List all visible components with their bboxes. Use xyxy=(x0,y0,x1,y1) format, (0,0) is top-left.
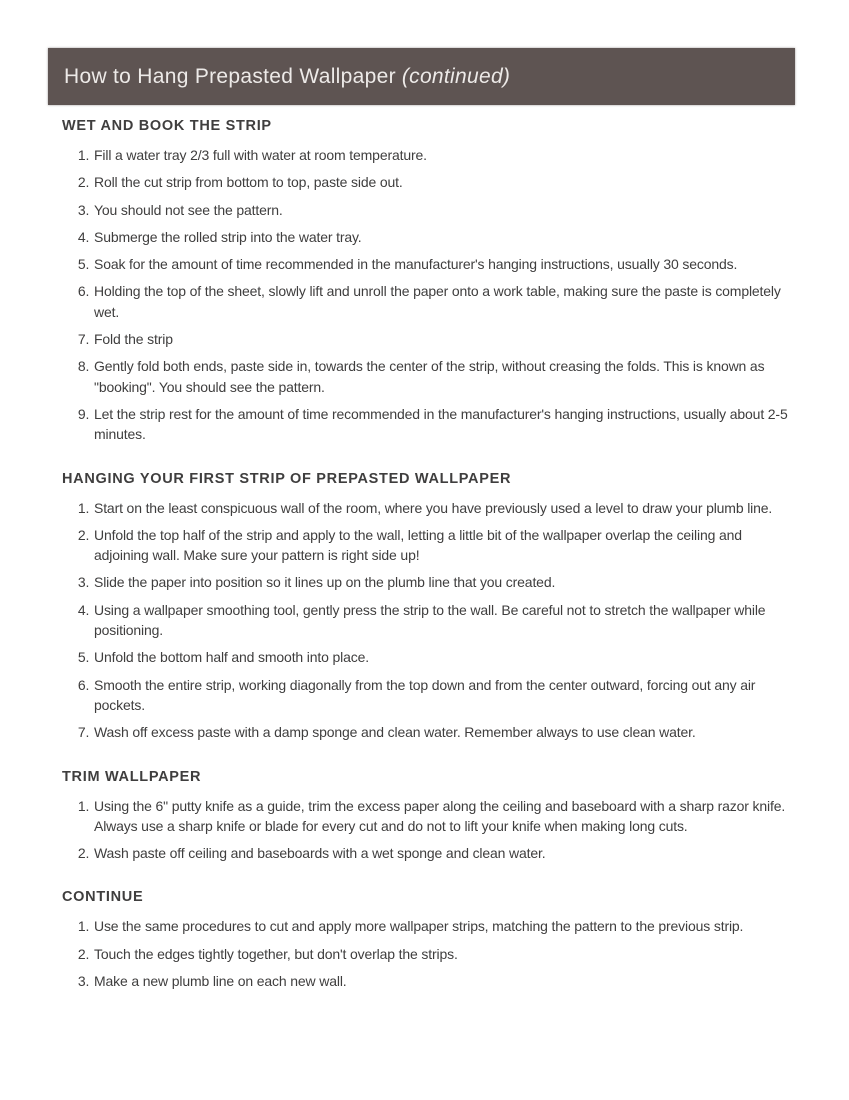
list-item: 1. Start on the least conspicuous wall of the room, where you have previously used a level to draw your plumb line. xyxy=(93,498,794,518)
section-hanging-first-strip xyxy=(62,471,794,743)
list-item: 1. Fill a water tray 2/3 full with water at room temperature. xyxy=(93,145,794,165)
instruction-list xyxy=(62,916,794,991)
page-content xyxy=(62,118,794,998)
section-heading: CONTINUE xyxy=(62,889,144,906)
page-header-bar xyxy=(48,48,795,105)
list-item: 5. Unfold the bottom half and smooth into place. xyxy=(93,647,794,667)
section-trim-wallpaper xyxy=(62,769,794,864)
section-heading: WET AND BOOK THE STRIP xyxy=(62,118,272,134)
list-item: 6. Smooth the entire strip, working diagonally from the top down and from the center outward, forcing out any air pockets. xyxy=(93,675,794,716)
section-heading: TRIM WALLPAPER xyxy=(62,768,202,785)
list-item: 3. Slide the paper into position so it lines up on the plumb line that you created. xyxy=(93,572,794,592)
list-item: 6. Holding the top of the sheet, slowly lift and unroll the paper onto a work table, making sure the paste is completely wet. xyxy=(93,281,794,322)
section-wet-and-book-the-strip xyxy=(62,118,794,445)
page-title-text: How to Hang Prepasted Wallpaper xyxy=(64,64,396,88)
instruction-list xyxy=(62,498,794,743)
list-item: 2. Wash paste off ceiling and baseboards with a wet sponge and clean water. xyxy=(93,843,794,863)
list-item: 1. Using the 6" putty knife as a guide, trim the excess paper along the ceiling and baseboard with a sharp razor knife. Always use a sharp knife or blade for every cut and do not to lift your knife when making long cuts. xyxy=(93,796,794,837)
instruction-list xyxy=(62,796,794,864)
list-item: 4. Submerge the rolled strip into the water tray. xyxy=(93,227,794,247)
section-heading: HANGING YOUR FIRST STRIP OF PREPASTED WALLPAPER xyxy=(62,470,512,487)
page-title xyxy=(64,65,510,89)
list-item: 1. Use the same procedures to cut and apply more wallpaper strips, matching the pattern to the previous strip. xyxy=(93,916,794,936)
list-item: 3. Make a new plumb line on each new wall. xyxy=(93,971,794,991)
list-item: 2. Touch the edges tightly together, but don't overlap the strips. xyxy=(93,944,794,964)
list-item: 5. Soak for the amount of time recommended in the manufacturer's hanging instructions, usually 30 seconds. xyxy=(93,254,794,274)
list-item: 8. Gently fold both ends, paste side in, towards the center of the strip, without creasing the folds. This is known as "booking". You should see the pattern. xyxy=(93,356,794,397)
instruction-list xyxy=(62,145,794,445)
list-item: 2. Unfold the top half of the strip and apply to the wall, letting a little bit of the wallpaper overlap the ceiling and adjoining wall. Make sure your pattern is right side up! xyxy=(93,525,794,566)
list-item: 7. Fold the strip xyxy=(93,329,794,349)
list-item: 2. Roll the cut strip from bottom to top, paste side out. xyxy=(93,172,794,192)
list-item: 9. Let the strip rest for the amount of time recommended in the manufacturer's hanging instructions, usually about 2-5 minutes. xyxy=(93,404,794,445)
section-continue xyxy=(62,889,794,991)
list-item: 4. Using a wallpaper smoothing tool, gently press the strip to the wall. Be careful not to stretch the wallpaper while positioning. xyxy=(93,600,794,641)
list-item: 3. You should not see the pattern. xyxy=(93,200,794,220)
page-title-continued: (continued) xyxy=(401,64,511,88)
list-item: 7. Wash off excess paste with a damp sponge and clean water. Remember always to use clean water. xyxy=(93,722,794,742)
